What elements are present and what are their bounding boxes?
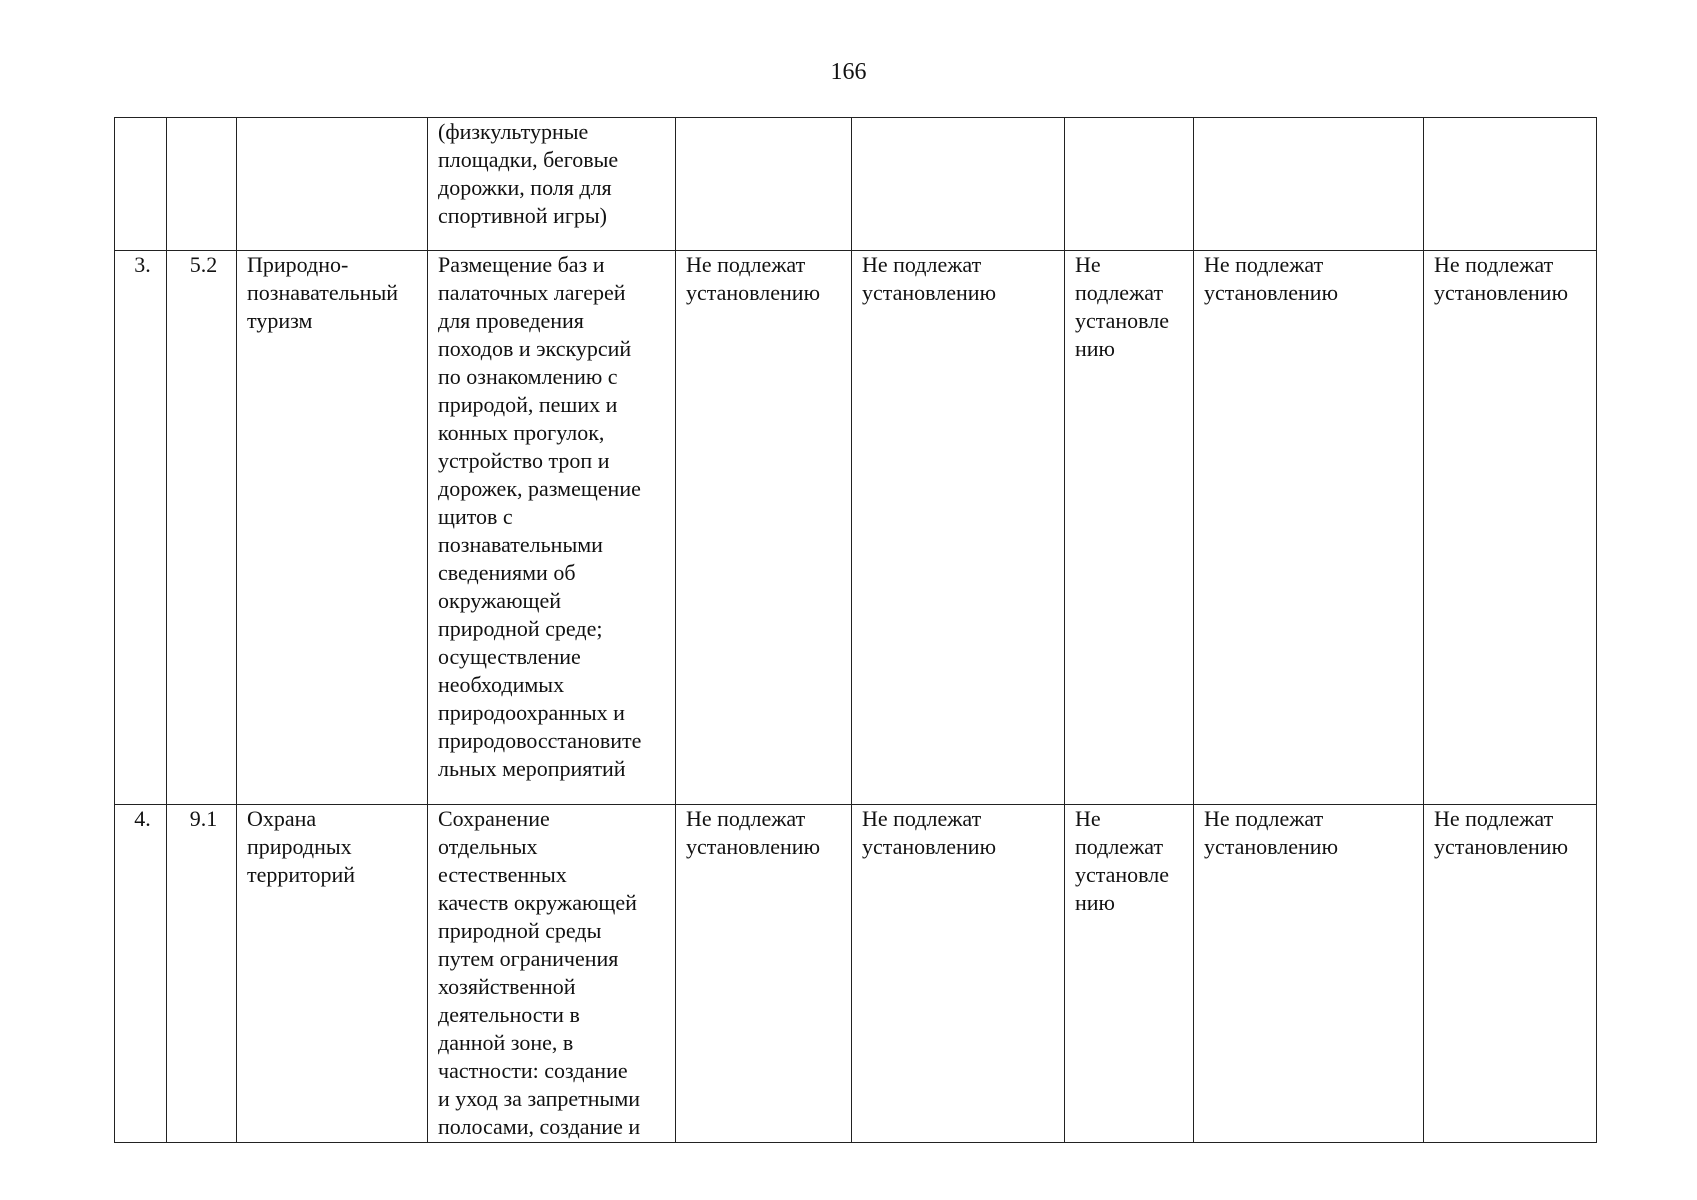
param-cell xyxy=(852,118,1065,251)
code-cell xyxy=(167,118,237,251)
table-row xyxy=(115,251,1597,805)
row-number-cell xyxy=(115,251,167,805)
param-cell xyxy=(1065,805,1194,1143)
param-value: Не подлежат установлению xyxy=(686,252,821,305)
param-cell xyxy=(676,805,852,1143)
use-name: Природно- познавательный туризм xyxy=(247,252,399,333)
name-cell xyxy=(237,118,428,251)
table-row xyxy=(115,118,1597,251)
param-value: Не подлежат установлению xyxy=(1204,252,1339,305)
code-cell xyxy=(167,251,237,805)
code: 5.2 xyxy=(189,252,218,277)
use-description: Сохранение отдельных естественных качеств окружающей природной среды путем ограничения хозяйственной деятельности в данной зоне, в частности: создание и уход за запретными полосами, создание и xyxy=(438,806,641,1139)
param-value: Не подлежат установлению xyxy=(1434,806,1569,859)
param-cell xyxy=(1424,251,1597,805)
param-value: Не подлежат установлению xyxy=(686,806,821,859)
param-cell xyxy=(676,118,852,251)
param-cell xyxy=(676,251,852,805)
param-cell xyxy=(1194,118,1424,251)
name-cell xyxy=(237,805,428,1143)
use-description: (физкультурные площадки, беговые дорожки, поля для спортивной игры) xyxy=(438,119,619,228)
page-number: 166 xyxy=(830,59,867,85)
param-cell xyxy=(1424,805,1597,1143)
row-number: 3. xyxy=(134,252,151,277)
table-row xyxy=(115,805,1597,1143)
description-cell xyxy=(428,805,676,1143)
use-description: Размещение баз и палаточных лагерей для проведения походов и экскурсий по ознакомлению с природой, пеших и конных прогулок, устройство троп и дорожек, размещение щитов с познавательными сведениями об окружающей природной среде; осуществление необходимых природоохранных и природовосстановите льных мероприятий xyxy=(438,252,642,781)
param-cell xyxy=(1424,118,1597,251)
description-cell xyxy=(428,251,676,805)
code: 9.1 xyxy=(189,806,218,831)
row-number-cell xyxy=(115,805,167,1143)
param-value: Не подлежат установлению xyxy=(862,806,997,859)
param-value: Не подлежат установлению xyxy=(1204,806,1339,859)
param-cell xyxy=(1194,805,1424,1143)
param-cell xyxy=(852,251,1065,805)
code-cell xyxy=(167,805,237,1143)
param-value: Не подлежат установлению xyxy=(1434,252,1569,305)
row-number-cell xyxy=(115,118,167,251)
param-value: Не подлежат установле нию xyxy=(1075,252,1170,361)
param-cell xyxy=(1065,251,1194,805)
param-cell xyxy=(1194,251,1424,805)
zoning-table xyxy=(114,117,1597,1143)
param-value: Не подлежат установлению xyxy=(862,252,997,305)
name-cell xyxy=(237,251,428,805)
use-name: Охрана природных территорий xyxy=(247,806,356,887)
param-value: Не подлежат установле нию xyxy=(1075,806,1170,915)
param-cell xyxy=(852,805,1065,1143)
description-cell xyxy=(428,118,676,251)
param-cell xyxy=(1065,118,1194,251)
row-number: 4. xyxy=(134,806,151,831)
